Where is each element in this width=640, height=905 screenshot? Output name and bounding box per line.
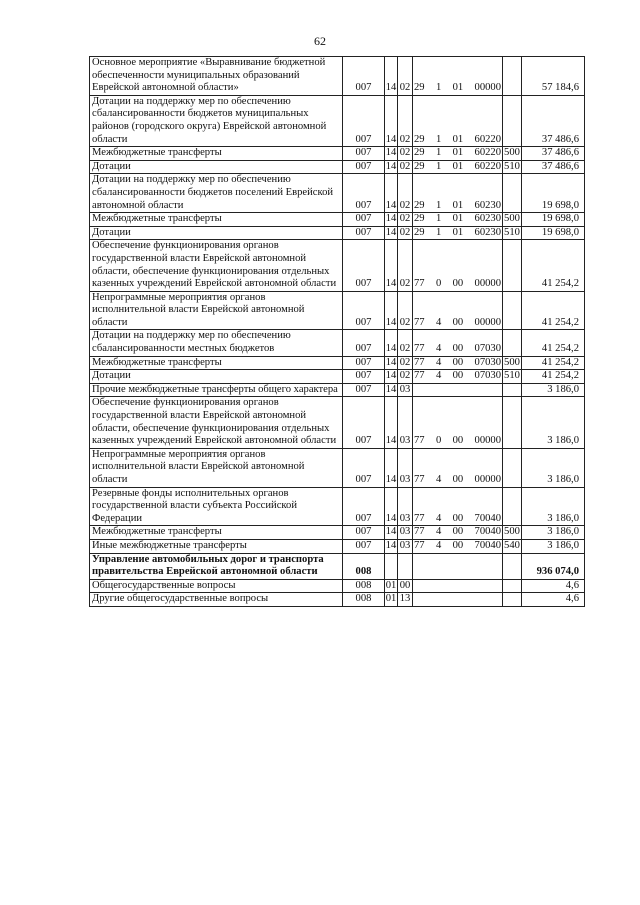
row-name: Резервные фонды исполнительных органов государственной власти субъекта Российской Федерации: [90, 487, 343, 526]
row-vr-code: [503, 383, 522, 397]
row-sum: 3 186,0: [522, 539, 585, 553]
row-pr-code: 02: [398, 174, 413, 213]
cs-code-part: 00: [452, 343, 464, 355]
cs-code-part: 60230: [474, 199, 501, 211]
row-cs-code: [413, 356, 503, 370]
row-name: Непрограммные мероприятия органов исполнительной власти Еврейской автономной области: [90, 448, 343, 487]
row-rz-code: 14: [385, 330, 398, 356]
row-pr-code: [398, 553, 413, 579]
row-vr-code: [503, 553, 522, 579]
row-name: Дотации: [90, 160, 343, 174]
row-pr-code: 02: [398, 57, 413, 96]
cs-code-part: 77: [414, 316, 425, 328]
cs-code-part: 77: [414, 278, 425, 290]
table-row: [90, 226, 585, 240]
row-rz-code: 14: [385, 370, 398, 384]
row-sum: 37 486,6: [522, 147, 585, 161]
cs-code-part: 00: [452, 512, 464, 524]
cs-code-parts: [414, 526, 501, 539]
row-gr-code: 007: [343, 160, 385, 174]
row-sum: 37 486,6: [522, 160, 585, 174]
cs-code-part: 00: [452, 316, 464, 328]
cs-code-parts: [414, 540, 501, 553]
cs-code-part: 60230: [474, 226, 501, 238]
cs-code-parts: [414, 343, 501, 356]
cs-code-parts: [414, 474, 501, 487]
row-vr-code: [503, 397, 522, 448]
row-rz-code: 14: [385, 147, 398, 161]
row-vr-code: 500: [503, 147, 522, 161]
cs-code-part: 07030: [474, 370, 501, 382]
row-sum: 19 698,0: [522, 174, 585, 213]
row-sum: 3 186,0: [522, 487, 585, 526]
cs-code-part: 4: [435, 356, 442, 368]
row-name: Межбюджетные трансферты: [90, 147, 343, 161]
cs-code-part: 60220: [474, 133, 501, 145]
row-rz-code: 14: [385, 95, 398, 146]
cs-code-part: 01: [452, 147, 464, 159]
row-cs-code: [413, 397, 503, 448]
row-sum: 19 698,0: [522, 226, 585, 240]
cs-code-part: 29: [414, 147, 425, 159]
row-gr-code: 007: [343, 95, 385, 146]
table-row: [90, 487, 585, 526]
row-sum: 4,6: [522, 579, 585, 593]
row-cs-code: [413, 526, 503, 540]
row-name: Дотации на поддержку мер по обеспечению сбалансированности местных бюджетов: [90, 330, 343, 356]
row-vr-code: [503, 487, 522, 526]
row-vr-code: 510: [503, 370, 522, 384]
row-name: Управление автомобильных дорог и транспорта правительства Еврейской автономной области: [90, 553, 343, 579]
row-vr-code: [503, 57, 522, 96]
row-vr-code: 510: [503, 226, 522, 240]
table-row: [90, 397, 585, 448]
row-gr-code: 007: [343, 487, 385, 526]
row-name: Межбюджетные трансферты: [90, 213, 343, 227]
cs-code-part: 29: [414, 199, 425, 211]
row-gr-code: 007: [343, 539, 385, 553]
table-row: [90, 95, 585, 146]
cs-code-parts: [414, 82, 501, 95]
cs-code-part: 29: [414, 213, 425, 225]
cs-code-part: 00000: [474, 316, 501, 328]
cs-code-parts: [414, 213, 501, 226]
row-vr-code: [503, 174, 522, 213]
row-pr-code: 03: [398, 448, 413, 487]
row-gr-code: 008: [343, 579, 385, 593]
row-cs-code: [413, 213, 503, 227]
cs-code-part: 0: [435, 278, 442, 290]
row-name: Прочие межбюджетные трансферты общего характера: [90, 383, 343, 397]
row-sum: 936 074,0: [522, 553, 585, 579]
row-name: Непрограммные мероприятия органов исполнительной власти Еврейской автономной области: [90, 291, 343, 330]
cs-code-parts: [414, 513, 501, 526]
row-sum: 41 254,2: [522, 240, 585, 291]
row-name: Дотации на поддержку мер по обеспечению сбалансированности бюджетов муниципальных районов (городского округа) Еврейской автономной области: [90, 95, 343, 146]
cs-code-part: 1: [435, 199, 442, 211]
table-row: [90, 526, 585, 540]
row-name: Дотации на поддержку мер по обеспечению сбалансированности бюджетов поселений Еврейской автономной области: [90, 174, 343, 213]
row-cs-code: [413, 579, 503, 593]
row-name: Общегосударственные вопросы: [90, 579, 343, 593]
row-sum: 41 254,2: [522, 291, 585, 330]
cs-code-part: 07030: [474, 343, 501, 355]
table-row: [90, 174, 585, 213]
row-pr-code: 02: [398, 95, 413, 146]
row-cs-code: [413, 487, 503, 526]
cs-code-part: 01: [452, 199, 464, 211]
table-row: [90, 539, 585, 553]
row-pr-code: 03: [398, 383, 413, 397]
row-pr-code: 02: [398, 160, 413, 174]
table-row: [90, 370, 585, 384]
row-rz-code: 14: [385, 397, 398, 448]
table-row: [90, 57, 585, 96]
row-cs-code: [413, 240, 503, 291]
row-gr-code: 007: [343, 240, 385, 291]
row-pr-code: 13: [398, 593, 413, 607]
row-vr-code: 540: [503, 539, 522, 553]
cs-code-part: 60220: [474, 147, 501, 159]
row-sum: 41 254,2: [522, 330, 585, 356]
row-pr-code: 03: [398, 526, 413, 540]
table-row: [90, 213, 585, 227]
cs-code-parts: [414, 134, 501, 147]
row-rz-code: 14: [385, 174, 398, 213]
row-rz-code: [385, 553, 398, 579]
cs-code-part: 4: [435, 316, 442, 328]
row-cs-code: [413, 593, 503, 607]
row-name: Основное мероприятие «Выравнивание бюджетной обеспеченности муниципальных образований Еврейской автономной области»: [90, 57, 343, 96]
cs-code-part: 1: [435, 160, 442, 172]
cs-code-part: 00000: [474, 474, 501, 485]
cs-code-part: 77: [414, 343, 425, 355]
row-gr-code: 007: [343, 57, 385, 96]
cs-code-part: 00: [452, 278, 464, 290]
table-body: [90, 57, 585, 607]
row-gr-code: 007: [343, 330, 385, 356]
row-pr-code: 02: [398, 370, 413, 384]
table-row: [90, 448, 585, 487]
cs-code-part: 00000: [474, 278, 501, 290]
cs-code-part: 00000: [474, 435, 501, 447]
table-row: [90, 330, 585, 356]
row-pr-code: 02: [398, 356, 413, 370]
row-rz-code: 14: [385, 213, 398, 227]
row-rz-code: 14: [385, 57, 398, 96]
cs-code-part: 01: [452, 82, 464, 94]
cs-code-parts: [414, 317, 501, 330]
cs-code-part: 77: [414, 356, 425, 368]
row-rz-code: 14: [385, 487, 398, 526]
row-gr-code: 007: [343, 356, 385, 370]
row-name: Дотации: [90, 370, 343, 384]
row-cs-code: [413, 330, 503, 356]
row-pr-code: 02: [398, 240, 413, 291]
cs-code-part: 4: [435, 370, 442, 382]
cs-code-part: 29: [414, 160, 425, 172]
row-gr-code: 007: [343, 147, 385, 161]
cs-code-parts: [414, 357, 501, 370]
row-name: Обеспечение функционирования органов государственной власти Еврейской автономной области, обеспечение функционирования отдельных казенных учреждений Еврейской автономной области: [90, 240, 343, 291]
row-vr-code: 500: [503, 526, 522, 540]
cs-code-part: 77: [414, 435, 425, 447]
row-name: Дотации: [90, 226, 343, 240]
row-sum: 4,6: [522, 593, 585, 607]
table-row: [90, 553, 585, 579]
cs-code-part: 1: [435, 226, 442, 238]
row-gr-code: 008: [343, 593, 385, 607]
cs-code-part: 4: [435, 343, 442, 355]
cs-code-part: 77: [414, 474, 425, 485]
row-pr-code: 02: [398, 147, 413, 161]
row-vr-code: 510: [503, 160, 522, 174]
row-pr-code: 00: [398, 579, 413, 593]
cs-code-part: 4: [435, 526, 442, 538]
row-pr-code: 02: [398, 291, 413, 330]
row-cs-code: [413, 383, 503, 397]
row-gr-code: 007: [343, 226, 385, 240]
cs-code-part: 4: [435, 512, 442, 524]
table-row: [90, 291, 585, 330]
table-row: [90, 593, 585, 607]
cs-code-part: 00: [452, 356, 464, 368]
row-rz-code: 14: [385, 160, 398, 174]
cs-code-part: 00: [452, 435, 464, 447]
cs-code-part: 1: [435, 213, 442, 225]
row-gr-code: 007: [343, 291, 385, 330]
cs-code-parts: [414, 370, 501, 383]
row-rz-code: 14: [385, 226, 398, 240]
cs-code-part: 77: [414, 526, 425, 538]
row-sum: 37 486,6: [522, 95, 585, 146]
cs-code-part: 4: [435, 539, 442, 551]
row-rz-code: 14: [385, 240, 398, 291]
row-cs-code: [413, 553, 503, 579]
table-row: [90, 240, 585, 291]
row-rz-code: 01: [385, 593, 398, 607]
budget-table: [89, 56, 585, 607]
cs-code-part: 00000: [474, 82, 501, 94]
cs-code-part: 77: [414, 539, 425, 551]
row-gr-code: 007: [343, 370, 385, 384]
cs-code-parts: [414, 200, 501, 213]
row-cs-code: [413, 226, 503, 240]
table-row: [90, 160, 585, 174]
cs-code-part: 01: [452, 160, 464, 172]
row-rz-code: 14: [385, 448, 398, 487]
row-gr-code: 007: [343, 174, 385, 213]
cs-code-parts: [414, 161, 501, 174]
row-rz-code: 14: [385, 383, 398, 397]
row-cs-code: [413, 539, 503, 553]
cs-code-part: 00: [452, 370, 464, 382]
row-cs-code: [413, 448, 503, 487]
row-rz-code: 14: [385, 356, 398, 370]
row-gr-code: 007: [343, 397, 385, 448]
row-cs-code: [413, 160, 503, 174]
row-vr-code: [503, 95, 522, 146]
cs-code-part: 00: [452, 539, 464, 551]
row-vr-code: [503, 291, 522, 330]
cs-code-part: 00: [452, 526, 464, 538]
table-row: [90, 579, 585, 593]
cs-code-part: 60230: [474, 213, 501, 225]
row-sum: 41 254,2: [522, 370, 585, 384]
row-rz-code: 14: [385, 526, 398, 540]
cs-code-part: 70040: [474, 526, 501, 538]
cs-code-parts: [414, 278, 501, 291]
row-vr-code: 500: [503, 213, 522, 227]
row-rz-code: 01: [385, 579, 398, 593]
row-name: Другие общегосударственные вопросы: [90, 593, 343, 607]
cs-code-part: 60220: [474, 160, 501, 172]
cs-code-part: 0: [435, 435, 442, 447]
row-gr-code: 007: [343, 383, 385, 397]
row-gr-code: 007: [343, 526, 385, 540]
cs-code-part: 70040: [474, 539, 501, 551]
row-name: Межбюджетные трансферты: [90, 356, 343, 370]
cs-code-part: 07030: [474, 356, 501, 368]
cs-code-part: 4: [435, 474, 442, 485]
row-pr-code: 03: [398, 487, 413, 526]
row-pr-code: 02: [398, 226, 413, 240]
row-cs-code: [413, 57, 503, 96]
row-cs-code: [413, 95, 503, 146]
cs-code-part: 29: [414, 226, 425, 238]
cs-code-part: 77: [414, 370, 425, 382]
cs-code-part: 1: [435, 147, 442, 159]
row-vr-code: [503, 330, 522, 356]
cs-code-part: 00: [452, 474, 464, 485]
row-rz-code: 14: [385, 539, 398, 553]
row-name: Межбюджетные трансферты: [90, 526, 343, 540]
cs-code-parts: [414, 227, 501, 240]
row-sum: 3 186,0: [522, 397, 585, 448]
row-sum: 41 254,2: [522, 356, 585, 370]
cs-code-part: 1: [435, 82, 442, 94]
cs-code-part: 77: [414, 512, 425, 524]
row-gr-code: 007: [343, 448, 385, 487]
row-vr-code: [503, 593, 522, 607]
row-rz-code: 14: [385, 291, 398, 330]
row-cs-code: [413, 147, 503, 161]
row-cs-code: [413, 174, 503, 213]
row-gr-code: 008: [343, 553, 385, 579]
row-cs-code: [413, 370, 503, 384]
row-vr-code: [503, 448, 522, 487]
cs-code-part: 01: [452, 226, 464, 238]
cs-code-part: 29: [414, 82, 425, 94]
row-pr-code: 02: [398, 213, 413, 227]
cs-code-part: 01: [452, 213, 464, 225]
row-pr-code: 02: [398, 330, 413, 356]
row-sum: 3 186,0: [522, 526, 585, 540]
cs-code-parts: [414, 435, 501, 448]
row-pr-code: 03: [398, 539, 413, 553]
row-pr-code: 03: [398, 397, 413, 448]
row-vr-code: [503, 240, 522, 291]
row-sum: 3 186,0: [522, 383, 585, 397]
table-row: [90, 356, 585, 370]
row-sum: 3 186,0: [522, 448, 585, 487]
cs-code-part: 70040: [474, 512, 501, 524]
cs-code-parts: [414, 147, 501, 160]
cs-code-part: 1: [435, 133, 442, 145]
row-vr-code: [503, 579, 522, 593]
table-row: [90, 383, 585, 397]
cs-code-part: 29: [414, 133, 425, 145]
row-sum: 19 698,0: [522, 213, 585, 227]
row-vr-code: 500: [503, 356, 522, 370]
row-cs-code: [413, 291, 503, 330]
row-name: Обеспечение функционирования органов государственной власти Еврейской автономной области, обеспечение функционирования отдельных казенных учреждений Еврейской автономной области: [90, 397, 343, 448]
table-row: [90, 147, 585, 161]
row-sum: 57 184,6: [522, 57, 585, 96]
cs-code-part: 01: [452, 133, 464, 145]
page-number: 62: [314, 34, 326, 48]
row-name: Иные межбюджетные трансферты: [90, 539, 343, 553]
row-gr-code: 007: [343, 213, 385, 227]
